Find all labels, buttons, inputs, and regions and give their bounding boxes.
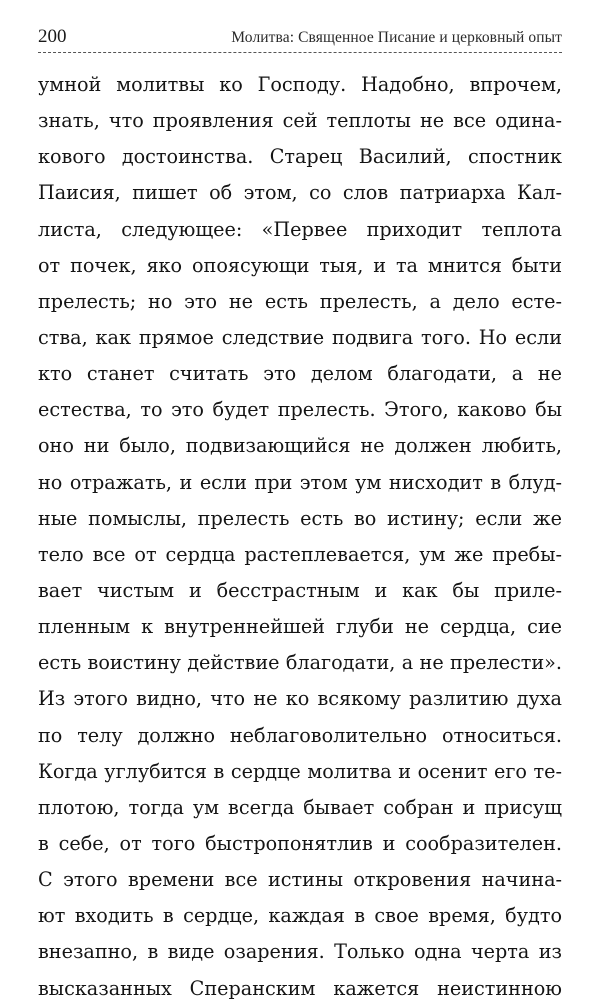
text-line: есть воистину действие благодати, а не прелести». <box>38 651 562 675</box>
text-line: умной молитвы ко Господу. Надобно, впрочем, <box>38 73 562 96</box>
text-line: внезапно, в виде озарения. Только одна черта из <box>38 940 562 964</box>
text-line: С этого времени все истины откровения начина- <box>38 868 562 892</box>
book-page <box>38 0 562 1000</box>
header-divider <box>38 52 562 53</box>
text-line: Паисия, пишет об этом, со слов патриарха Кал- <box>38 181 562 205</box>
text-line: по телу должно неблаговолительно относиться. <box>38 723 562 747</box>
text-line: оно ни было, подвизающийся не должен любить, <box>38 434 562 458</box>
text-line: прелесть; но это не есть прелесть, а дело есте- <box>38 289 562 313</box>
page-number: 200 <box>38 26 67 47</box>
text-line: Когда углубится в сердце молитва и осенит его те- <box>38 759 562 783</box>
text-line: вает чистым и бесстрастным и как бы приле- <box>38 578 562 602</box>
text-line: Из этого видно, что не ко всякому разлитию духа <box>38 687 562 711</box>
running-head <box>38 26 562 48</box>
text-line: ства, как прямое следствие подвига того. Но если <box>38 325 562 349</box>
text-line: пленным к внутреннейшей глуби не сердца, сие <box>38 615 562 639</box>
text-line: от почек, яко опоясующи тыя, и та мнится быти <box>38 253 562 277</box>
text-line: кового достоинства. Старец Василий, спостник <box>38 145 562 169</box>
text-line: ные помыслы, прелесть есть во истину; если же <box>38 506 562 530</box>
text-line: высказанных Сперанским кажется неистинною <box>38 976 562 1000</box>
text-line: но отражать, и если при этом ум нисходит в блуд- <box>38 470 562 494</box>
text-line: знать, что проявления сей теплоты не все одина- <box>38 109 562 133</box>
body-text <box>38 67 562 1007</box>
text-line: тело все от сердца растеплевается, ум же пребы- <box>38 542 562 566</box>
running-title: Молитва: Священное Писание и церковный опыт <box>231 29 562 46</box>
text-line: естества, то это будет прелесть. Этого, каково бы <box>38 398 562 422</box>
text-line: кто станет считать это делом благодати, а не <box>38 362 562 386</box>
text-line: плотою, тогда ум всегда бывает собран и присущ <box>38 795 562 819</box>
text-line: ют входить в сердце, каждая в свое время, будто <box>38 904 562 928</box>
text-line: в себе, от того быстропонятлив и сообразителен. <box>38 831 562 855</box>
text-line: листа, следующее: «Первее приходит теплота <box>38 217 562 241</box>
